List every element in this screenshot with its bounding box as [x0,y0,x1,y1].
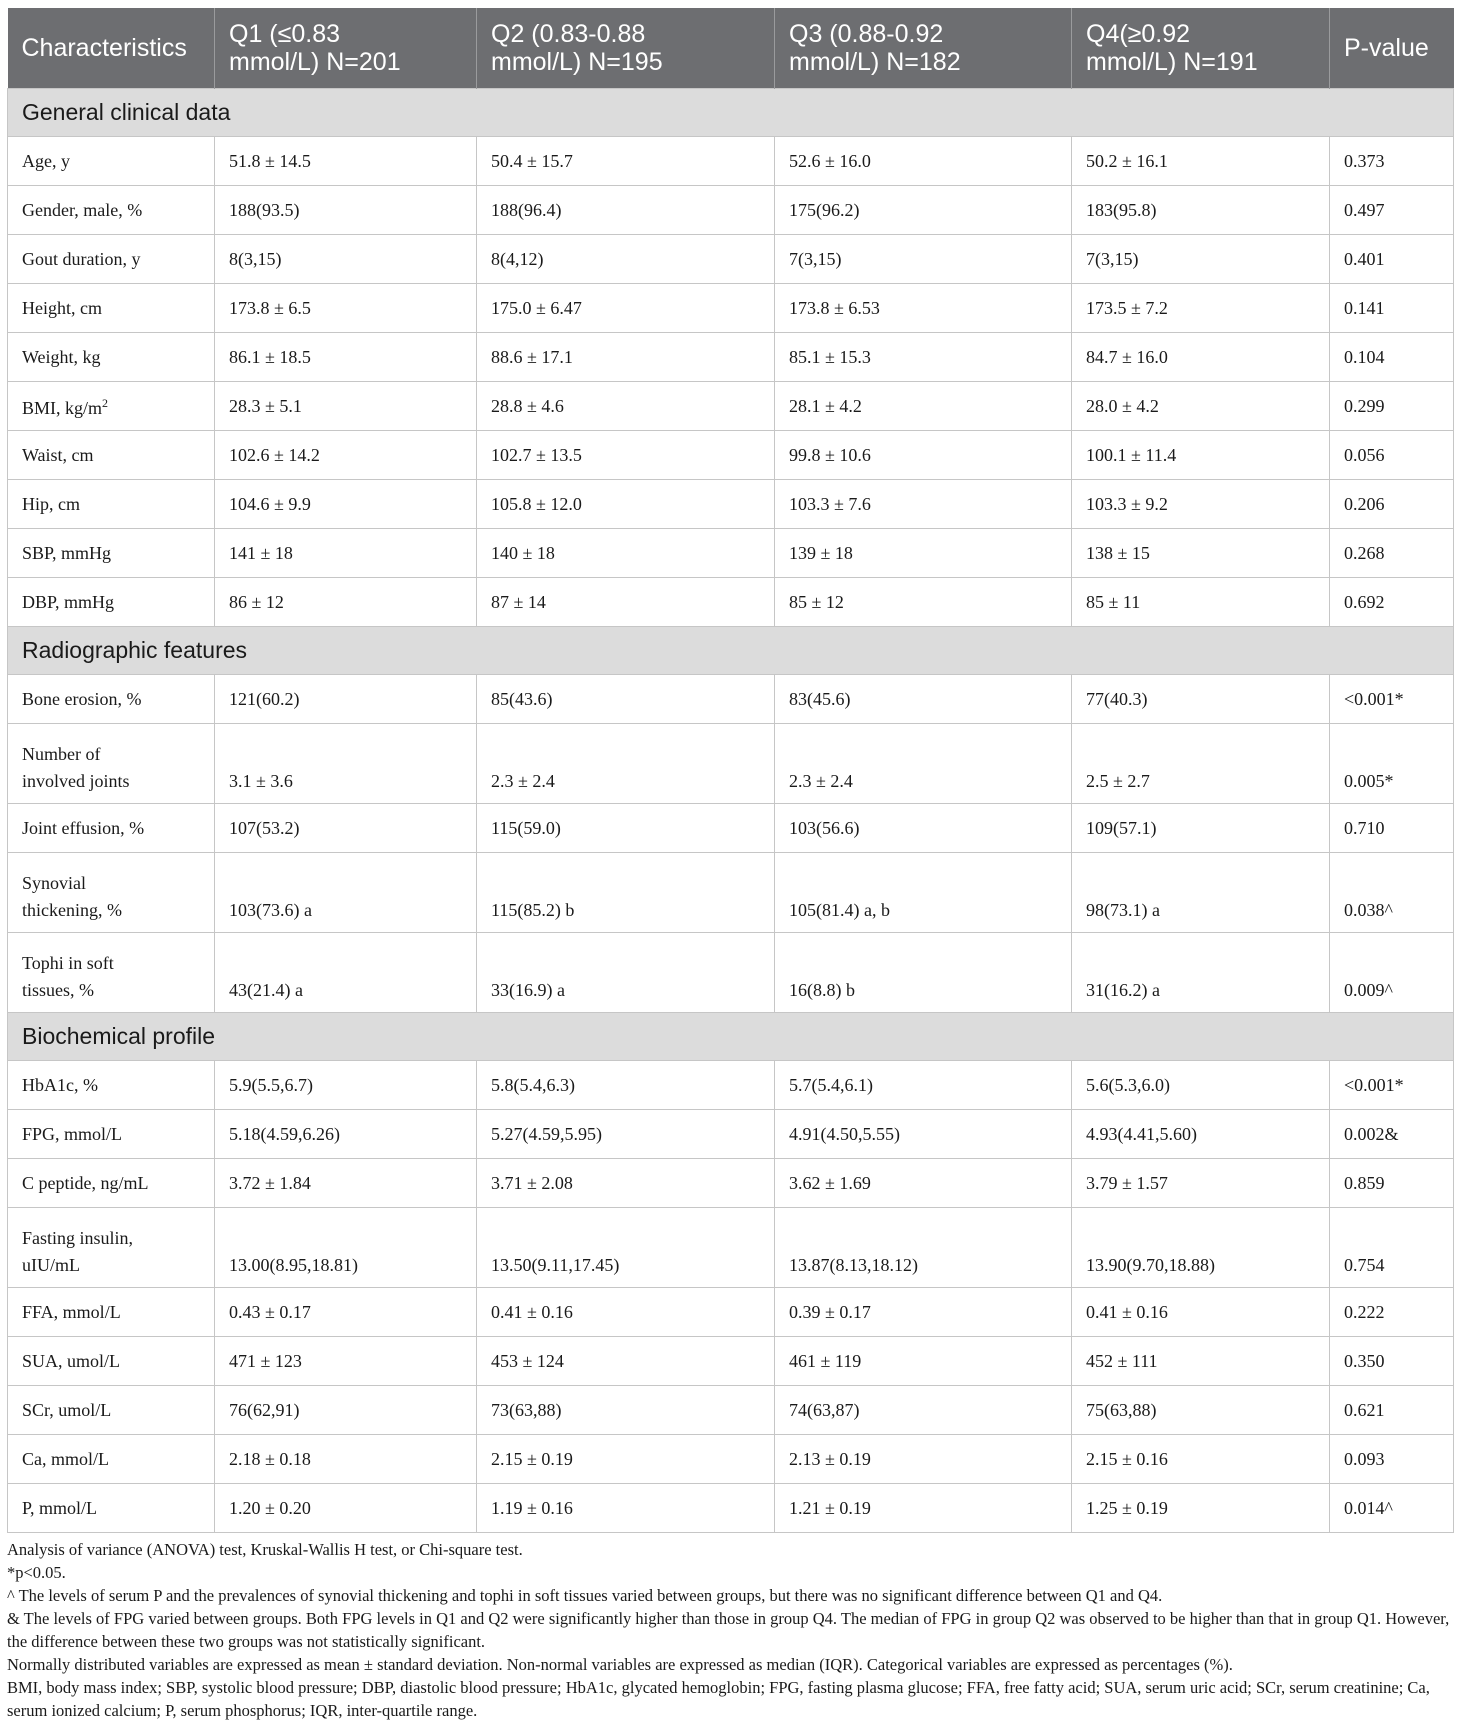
cell-pvalue: 0.350 [1330,1337,1454,1386]
header-q2: Q2 (0.83-0.88 mmol/L) N=195 [477,8,775,89]
row-label: Bone erosion, % [8,675,215,724]
cell-q2: 1.19 ± 0.16 [477,1484,775,1533]
cell-pvalue: 0.621 [1330,1386,1454,1435]
row-label: P, mmol/L [8,1484,215,1533]
cell-q4: 138 ± 15 [1072,529,1330,578]
cell-q3: 1.21 ± 0.19 [775,1484,1072,1533]
cell-q4: 173.5 ± 7.2 [1072,284,1330,333]
cell-q1: 28.3 ± 5.1 [215,382,477,431]
cell-q2: 2.15 ± 0.19 [477,1435,775,1484]
header-characteristics: Characteristics [8,8,215,89]
row-label: Synovial thickening, % [8,853,215,933]
cell-q3: 103.3 ± 7.6 [775,480,1072,529]
characteristics-table [7,8,1454,1533]
footnote: Normally distributed variables are expressed as mean ± standard deviation. Non-normal variables are expressed as median (IQR). Categorical variables are expressed as percentages (%). [7,1655,1233,1674]
cell-pvalue: 0.401 [1330,235,1454,284]
cell-q1: 104.6 ± 9.9 [215,480,477,529]
cell-q4: 7(3,15) [1072,235,1330,284]
section-radiographic-title: Radiographic features [8,627,1454,675]
cell-pvalue: 0.014^ [1330,1484,1454,1533]
cell-pvalue: 0.710 [1330,804,1454,853]
cell-q2: 188(96.4) [477,186,775,235]
cell-q4: 183(95.8) [1072,186,1330,235]
cell-pvalue: 0.038^ [1330,853,1454,933]
table-header-row [8,8,1454,89]
cell-q2: 5.27(4.59,5.95) [477,1110,775,1159]
cell-q2: 102.7 ± 13.5 [477,431,775,480]
table-row [8,1288,1454,1337]
cell-q2: 8(4,12) [477,235,775,284]
cell-q3: 7(3,15) [775,235,1072,284]
cell-q3: 99.8 ± 10.6 [775,431,1072,480]
header-q3: Q3 (0.88-0.92 mmol/L) N=182 [775,8,1072,89]
cell-pvalue: 0.497 [1330,186,1454,235]
cell-q4: 3.79 ± 1.57 [1072,1159,1330,1208]
cell-q1: 107(53.2) [215,804,477,853]
cell-q3: 5.7(5.4,6.1) [775,1061,1072,1110]
cell-q3: 139 ± 18 [775,529,1072,578]
table-row [8,578,1454,627]
section-biochemical-row [8,1013,1454,1061]
cell-q4: 4.93(4.41,5.60) [1072,1110,1330,1159]
cell-q3: 85.1 ± 15.3 [775,333,1072,382]
footnote: & The levels of FPG varied between groups. Both FPG levels in Q1 and Q2 were significantly higher than those in group Q4. The median of FPG in group Q2 was observed to be higher than that in group Q1. However, the difference between these two groups was not statistically significant. [7,1609,1450,1651]
section-radiographic-row [8,627,1454,675]
cell-q1: 173.8 ± 6.5 [215,284,477,333]
cell-q3: 16(8.8) b [775,933,1072,1013]
cell-q2: 0.41 ± 0.16 [477,1288,775,1337]
table-row [8,333,1454,382]
cell-q4: 84.7 ± 16.0 [1072,333,1330,382]
cell-pvalue: 0.222 [1330,1288,1454,1337]
cell-q4: 77(40.3) [1072,675,1330,724]
table-row [8,804,1454,853]
table-row [8,186,1454,235]
cell-q1: 76(62,91) [215,1386,477,1435]
cell-q3: 52.6 ± 16.0 [775,137,1072,186]
cell-pvalue: <0.001* [1330,1061,1454,1110]
cell-q3: 3.62 ± 1.69 [775,1159,1072,1208]
cell-q1: 188(93.5) [215,186,477,235]
cell-q3: 13.87(8.13,18.12) [775,1208,1072,1288]
cell-q1: 86.1 ± 18.5 [215,333,477,382]
row-label: Height, cm [8,284,215,333]
table-container [7,8,1453,1722]
cell-q4: 75(63,88) [1072,1386,1330,1435]
cell-q1: 102.6 ± 14.2 [215,431,477,480]
cell-q4: 50.2 ± 16.1 [1072,137,1330,186]
cell-q2: 85(43.6) [477,675,775,724]
row-label: BMI, $kg/m^2$ [8,382,215,431]
cell-q4: 13.90(9.70,18.88) [1072,1208,1330,1288]
table-row [8,1435,1454,1484]
table-row [8,1159,1454,1208]
row-label: Hip, cm [8,480,215,529]
cell-pvalue: 0.104 [1330,333,1454,382]
cell-q1: 3.1 ± 3.6 [215,724,477,804]
cell-q2: 453 ± 124 [477,1337,775,1386]
table-row [8,1337,1454,1386]
table-body [8,89,1454,1533]
table-row [8,1110,1454,1159]
table-row [8,1061,1454,1110]
cell-q3: 175(96.2) [775,186,1072,235]
footnote: ^ The levels of serum P and the prevalences of synovial thickening and tophi in soft tissues varied between groups, but there was no significant difference between Q1 and Q4. [7,1586,1163,1605]
cell-q2: 73(63,88) [477,1386,775,1435]
cell-q2: 3.71 ± 2.08 [477,1159,775,1208]
cell-q3: 85 ± 12 [775,578,1072,627]
table-row [8,284,1454,333]
cell-q2: 115(59.0) [477,804,775,853]
cell-q4: 100.1 ± 11.4 [1072,431,1330,480]
cell-pvalue: 0.299 [1330,382,1454,431]
cell-q3: 4.91(4.50,5.55) [775,1110,1072,1159]
cell-q4: 5.6(5.3,6.0) [1072,1061,1330,1110]
cell-q4: 0.41 ± 0.16 [1072,1288,1330,1337]
row-label: DBP, mmHg [8,578,215,627]
cell-q4: 85 ± 11 [1072,578,1330,627]
table-footnotes [7,1538,1453,1722]
cell-pvalue: 0.002& [1330,1110,1454,1159]
cell-q2: 2.3 ± 2.4 [477,724,775,804]
cell-q4: 1.25 ± 0.19 [1072,1484,1330,1533]
row-label: Waist, cm [8,431,215,480]
footnote: Analysis of variance (ANOVA) test, Kruskal-Wallis H test, or Chi-square test. [7,1540,523,1559]
cell-q2: 140 ± 18 [477,529,775,578]
cell-q2: 115(85.2) b [477,853,775,933]
cell-q2: 175.0 ± 6.47 [477,284,775,333]
cell-q4: 31(16.2) a [1072,933,1330,1013]
cell-pvalue: 0.692 [1330,578,1454,627]
cell-pvalue: 0.141 [1330,284,1454,333]
cell-q1: 13.00(8.95,18.81) [215,1208,477,1288]
table-row [8,382,1454,431]
cell-pvalue: 0.859 [1330,1159,1454,1208]
cell-q4: 109(57.1) [1072,804,1330,853]
row-label: FFA, mmol/L [8,1288,215,1337]
footnote: BMI, body mass index; SBP, systolic blood pressure; DBP, diastolic blood pressure; HbA1c, glycated hemoglobin; FPG, fasting plasma glucose; FFA, free fatty acid; SUA, serum uric acid; SCr, serum creatinine; Ca, serum ionized calcium; P, serum phosphorus; IQR, inter-quartile range. [7,1678,1430,1720]
cell-q3: 461 ± 119 [775,1337,1072,1386]
row-label: HbA1c, % [8,1061,215,1110]
row-label: Joint effusion, % [8,804,215,853]
cell-q1: 121(60.2) [215,675,477,724]
header-q1: Q1 (≤0.83 mmol/L) N=201 [215,8,477,89]
cell-q2: 13.50(9.11,17.45) [477,1208,775,1288]
cell-q3: 2.3 ± 2.4 [775,724,1072,804]
cell-q1: 0.43 ± 0.17 [215,1288,477,1337]
row-label: Weight, kg [8,333,215,382]
cell-q4: 452 ± 111 [1072,1337,1330,1386]
table-row [8,431,1454,480]
table-row [8,1386,1454,1435]
cell-q2: 33(16.9) a [477,933,775,1013]
cell-q1: 43(21.4) a [215,933,477,1013]
cell-q3: 105(81.4) a, b [775,853,1072,933]
table-row [8,235,1454,284]
row-label: C peptide, ng/mL [8,1159,215,1208]
table-row [8,675,1454,724]
cell-q2: 50.4 ± 15.7 [477,137,775,186]
row-label: SUA, umol/L [8,1337,215,1386]
cell-q1: 5.9(5.5,6.7) [215,1061,477,1110]
table-row [8,853,1454,933]
cell-q1: 1.20 ± 0.20 [215,1484,477,1533]
table-row [8,933,1454,1013]
cell-q2: 87 ± 14 [477,578,775,627]
cell-pvalue: 0.009^ [1330,933,1454,1013]
cell-pvalue: 0.056 [1330,431,1454,480]
cell-q3: 2.13 ± 0.19 [775,1435,1072,1484]
footnote: *p<0.05. [7,1563,66,1582]
cell-pvalue: 0.268 [1330,529,1454,578]
cell-q4: 103.3 ± 9.2 [1072,480,1330,529]
cell-q3: 28.1 ± 4.2 [775,382,1072,431]
cell-pvalue: 0.093 [1330,1435,1454,1484]
section-general-title: General clinical data [8,89,1454,137]
section-biochemical-title: Biochemical profile [8,1013,1454,1061]
cell-pvalue: 0.005* [1330,724,1454,804]
cell-q3: 74(63,87) [775,1386,1072,1435]
cell-q3: 103(56.6) [775,804,1072,853]
table-row [8,480,1454,529]
row-label: Tophi in soft tissues, % [8,933,215,1013]
cell-q4: 2.5 ± 2.7 [1072,724,1330,804]
cell-pvalue: <0.001* [1330,675,1454,724]
cell-pvalue: 0.754 [1330,1208,1454,1288]
row-label: Gender, male, % [8,186,215,235]
header-q4: Q4(≥0.92 mmol/L) N=191 [1072,8,1330,89]
row-label: FPG, mmol/L [8,1110,215,1159]
table-row [8,529,1454,578]
cell-q1: 103(73.6) a [215,853,477,933]
cell-q2: 5.8(5.4,6.3) [477,1061,775,1110]
cell-q1: 141 ± 18 [215,529,477,578]
cell-q1: 471 ± 123 [215,1337,477,1386]
cell-q1: 86 ± 12 [215,578,477,627]
cell-q1: 8(3,15) [215,235,477,284]
cell-q1: 3.72 ± 1.84 [215,1159,477,1208]
row-label: SCr, umol/L [8,1386,215,1435]
table-row [8,137,1454,186]
cell-pvalue: 0.206 [1330,480,1454,529]
cell-q3: 83(45.6) [775,675,1072,724]
row-label: Number of involved joints [8,724,215,804]
table-row [8,724,1454,804]
cell-q4: 2.15 ± 0.16 [1072,1435,1330,1484]
cell-q2: 88.6 ± 17.1 [477,333,775,382]
row-label: SBP, mmHg [8,529,215,578]
cell-q1: 51.8 ± 14.5 [215,137,477,186]
row-label: Age, y [8,137,215,186]
cell-q1: 5.18(4.59,6.26) [215,1110,477,1159]
cell-q3: 0.39 ± 0.17 [775,1288,1072,1337]
table-row [8,1208,1454,1288]
row-label: Gout duration, y [8,235,215,284]
table-row [8,1484,1454,1533]
cell-q3: 173.8 ± 6.53 [775,284,1072,333]
cell-q2: 28.8 ± 4.6 [477,382,775,431]
cell-q4: 28.0 ± 4.2 [1072,382,1330,431]
row-label: Ca, mmol/L [8,1435,215,1484]
section-general-row [8,89,1454,137]
cell-q1: 2.18 ± 0.18 [215,1435,477,1484]
cell-q2: 105.8 ± 12.0 [477,480,775,529]
row-label: Fasting insulin, uIU/mL [8,1208,215,1288]
cell-pvalue: 0.373 [1330,137,1454,186]
header-pvalue: P-value [1330,8,1454,89]
cell-q4: 98(73.1) a [1072,853,1330,933]
